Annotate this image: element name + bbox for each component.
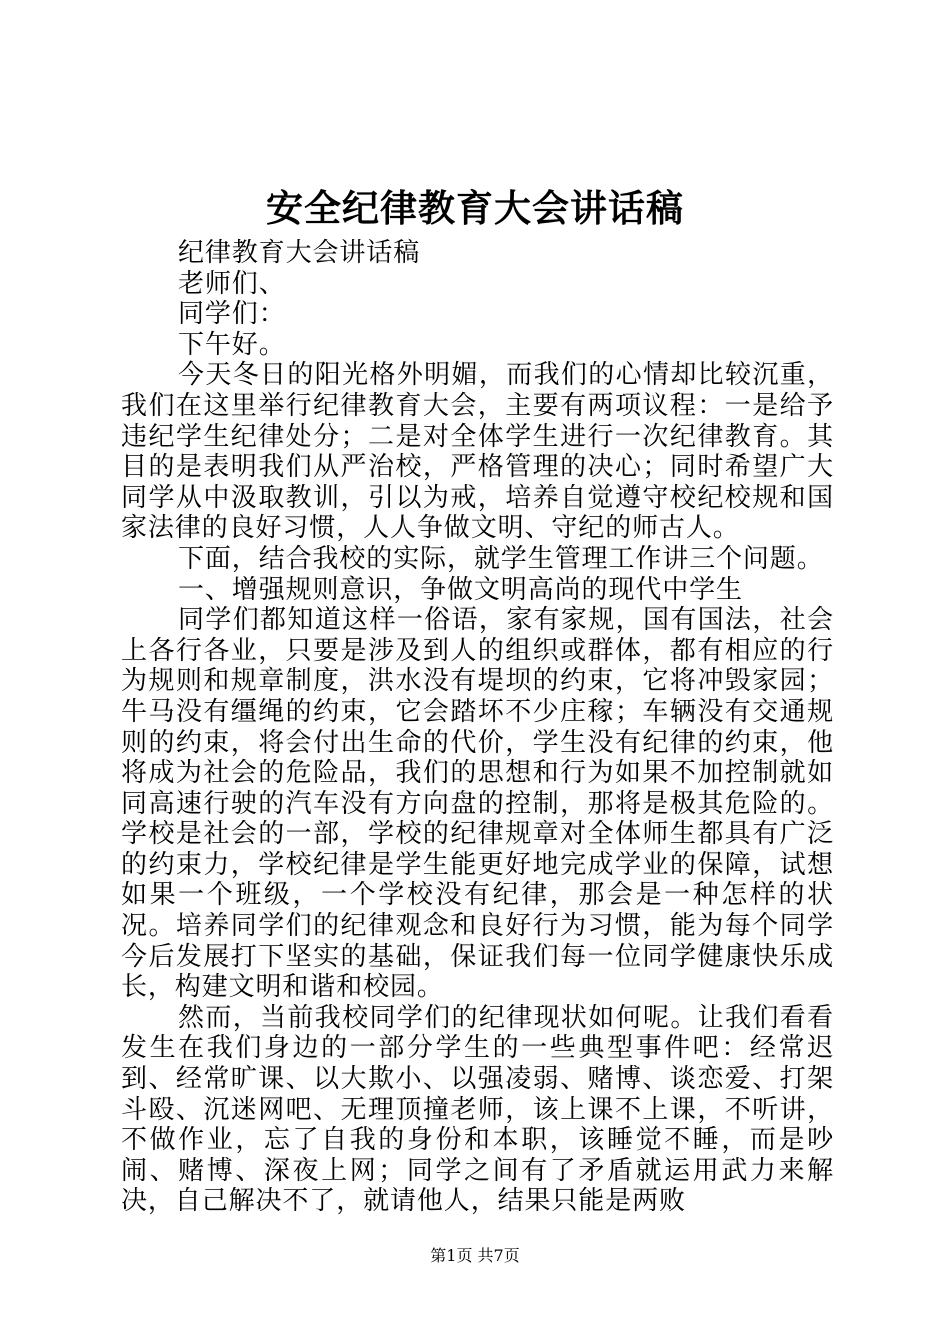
paragraph-salutation-teachers: 老师们、 (178, 268, 286, 299)
paragraph-rules: 同学们都知道这样一俗语，家有家规，国有国法，社会上各行各业，只要是涉及到人的组织或群体，都有相应的行为规则和规章制度，洪水没有堤坝的约束，它将冲毁家园；牛马没有缰绳的约束，它会踏坏不少庄稼；车辆没有交通规则的约束，将会付出生命的代价，学生没有纪律的约束，他将成为社会的危险品，我们的思想和行为如果不加控制就如同高速行驶的汽车没有方向盘的控制，那将是极其危险的。学校是社会的一部，学校的纪律规章对全体师生都具有广泛的约束力，学校纪律是学生能更好地完成学业的保障，试想如果一个班级，一个学校没有纪律，那会是一种怎样的状况。培养同学们的纪律观念和良好行为习惯，能为每个同学今后发展打下坚实的基础，保证我们每一位同学健康快乐成长，构建文明和谐和校园。 (121, 605, 834, 1003)
paragraph-current-status: 然而，当前我校同学们的纪律现状如何呢。让我们看看发生在我们身边的一部分学生的一些典型事件吧：经常迟到、经常旷课、以大欺小、以强凌弱、赌博、谈恋爱、打架斗殴、沉迷网吧、无理顶撞老师，该上课不上课，不听讲，不做作业，忘了自我的身份和本职，该睡觉不睡，而是吵闹、赌博、深夜上网；同学之间有了矛盾就运用武力来解决，自己解决不了，就请他人，结果只能是两败 (121, 1002, 834, 1217)
paragraph-greeting: 下午好。 (178, 329, 286, 360)
document-title: 安全纪律教育大会讲话稿 (266, 186, 684, 230)
document-body (121, 238, 834, 1217)
paragraph-overview: 下面，结合我校的实际，就学生管理工作讲三个问题。 (178, 543, 824, 574)
section-heading-1: 一、增强规则意识，争做文明高尚的现代中学生 (178, 574, 743, 605)
paragraph-subtitle: 纪律教育大会讲话稿 (178, 238, 421, 268)
paragraph-intro: 今天冬日的阳光格外明媚，而我们的心情却比较沉重，我们在这里举行纪律教育大会，主要有两项议程：一是给予违纪学生纪律处分；二是对全体学生进行一次纪律教育。其目的是表明我们从严治校，严格管理的决心；同时希望广大同学从中汲取教训，引以为戒，培养自觉遵守校纪校规和国家法律的良好习惯，人人争做文明、守纪的师古人。 (121, 360, 834, 544)
page-indicator: 第1页 共7页 (430, 1246, 520, 1265)
paragraph-salutation-students: 同学们： (178, 299, 286, 330)
